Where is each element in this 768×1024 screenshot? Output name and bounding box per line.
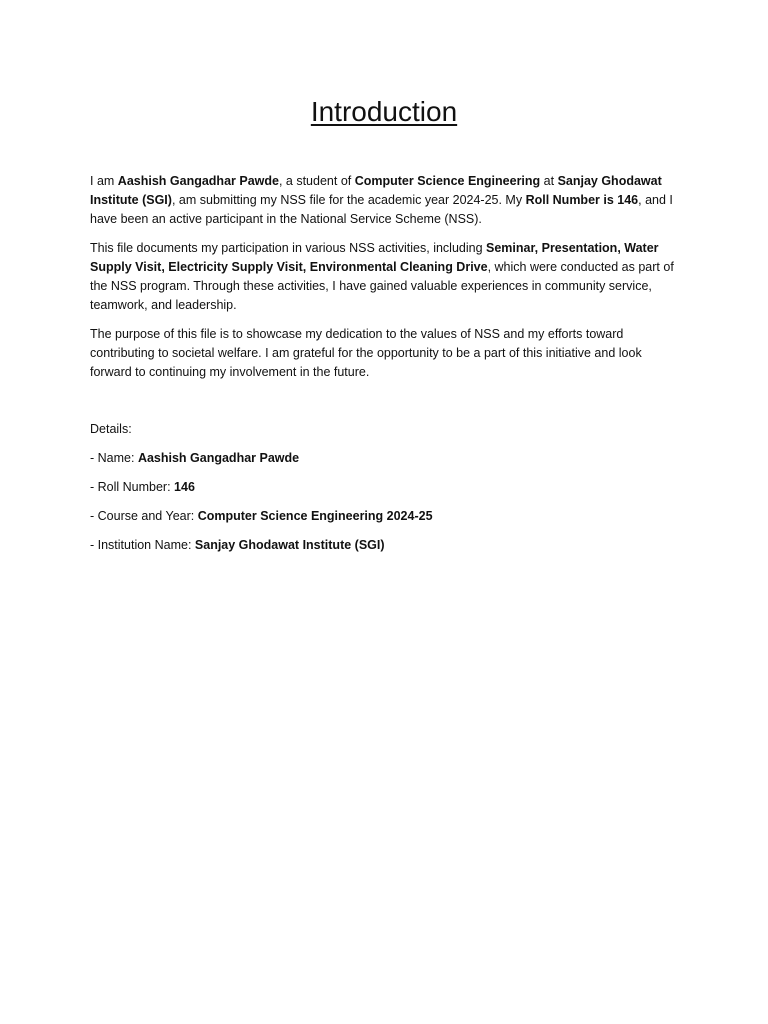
details-list [90,449,680,555]
bold-text: Sanjay Ghodawat Institute (SGI) [90,174,662,207]
bold-text: Aashish Gangadhar Pawde [117,174,279,188]
detail-item [90,478,680,497]
text-run: , am submitting my NSS file for the academic year 2024-25. My [171,193,526,207]
document-body [90,172,680,565]
bold-text: Computer Science Engineering [354,174,541,188]
bold-text: Roll Number is 146 [525,193,639,207]
page-title: Introduction [310,96,458,127]
detail-item [90,507,680,526]
text-run: , a student of [278,174,355,188]
paragraph-2 [90,239,680,315]
detail-label: - Institution Name: [90,538,195,552]
detail-value: 146 [174,480,195,494]
paragraph-3 [90,325,680,382]
detail-label: - Name: [90,451,138,465]
bold-text: Seminar, Presentation, Water Supply Visit, Electricity Supply Visit, Environmental Cleaning Drive [90,241,659,274]
text-run: The purpose of this file is to showcase my dedication to the values of NSS and my efforts toward contributing to societal welfare. I am grateful for the opportunity to be a part of this initiative and look forward to continuing my involvement in the future. [90,327,642,379]
detail-label: - Roll Number: [90,480,175,494]
detail-item [90,536,680,555]
text-run: at [540,174,558,188]
detail-value: Sanjay Ghodawat Institute (SGI) [194,538,385,552]
detail-value: Computer Science Engineering 2024-25 [197,509,433,523]
section-spacer [90,392,680,420]
text-run: , which were conducted as part of the NSS program. Through these activities, I have gained valuable experiences in community service, teamwork, and leadership. [90,260,674,312]
text-run: I am [90,174,118,188]
paragraph-1 [90,172,680,229]
details-heading: Details: [90,422,132,436]
detail-label: - Course and Year: [90,509,198,523]
detail-item [90,449,680,468]
detail-value: Aashish Gangadhar Pawde [137,451,300,465]
text-run: This file documents my participation in various NSS activities, including [90,241,487,255]
text-run: , and I have been an active participant in the National Service Scheme (NSS). [90,193,673,226]
intro-paragraphs [90,172,680,382]
